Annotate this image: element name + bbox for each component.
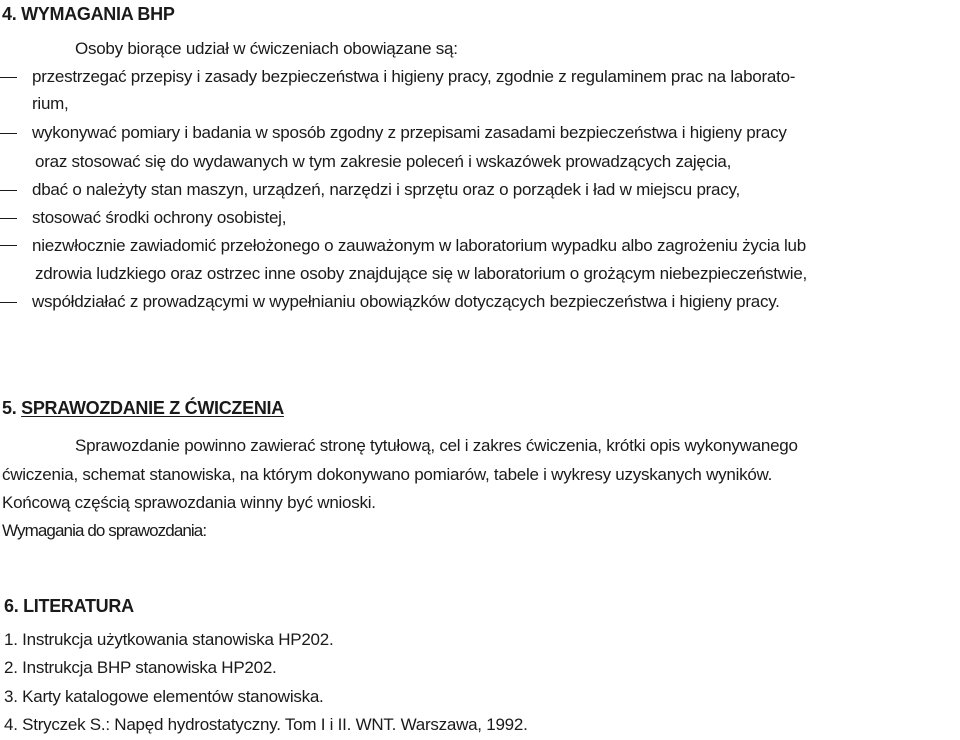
bibliography-item: 4. Stryczek S.: Napęd hydrostatyczny. Tom I i II. WNT. Warszawa, 1992.	[4, 715, 528, 734]
bibliography-item: 1. Instrukcja użytkowania stanowiska HP202.	[4, 630, 334, 649]
section-heading-report	[2, 394, 284, 423]
intro-text: Osoby biorące udział w ćwiczeniach obowiązane są:	[75, 39, 458, 58]
list-item-continuation: oraz stosować się do wydawanych w tym zakresie poleceń i wskazówek prowadzących zajęcia,	[35, 152, 732, 171]
section-heading-literature	[4, 592, 134, 621]
list-item-continuation: rium,	[32, 94, 69, 113]
list-item: dbać o należyty stan maszyn, urządzeń, narzędzi i sprzętu oraz o porządek i ład w miejscu pracy,	[32, 180, 740, 199]
paragraph-line: ćwiczenia, schemat stanowiska, na którym dokonywano pomiarów, tabele i wykresy uzyskanych wyników.	[2, 465, 773, 484]
bibliography-item: 3. Karty katalogowe elementów stanowiska.	[4, 687, 324, 706]
section-heading-number: 5.	[2, 398, 22, 418]
requirements-label: Wymagania do sprawozdania:	[2, 521, 207, 540]
dash-bullet-icon	[0, 133, 17, 134]
list-item: współdziałać z prowadzącymi w wypełnianiu obowiązków dotyczących bezpieczeństwa i higieny pracy.	[32, 292, 780, 311]
paragraph-line: Sprawozdanie powinno zawierać stronę tytułową, cel i zakres ćwiczenia, krótki opis wykonywanego	[75, 436, 798, 455]
paragraph-line: Końcową częścią sprawozdania winny być wnioski.	[2, 493, 376, 512]
dash-bullet-icon	[0, 77, 17, 78]
list-item: wykonywać pomiary i badania w sposób zgodny z przepisami zasadami bezpieczeństwa i higieny pracy	[32, 123, 787, 142]
literature-heading-text: 6. LITERATURA	[4, 596, 134, 616]
list-item-continuation: zdrowia ludzkiego oraz ostrzec inne osoby znajdujące się w laboratorium o grożącym niebezpieczeństwie,	[35, 264, 808, 283]
dash-bullet-icon	[0, 190, 17, 191]
dash-bullet-icon	[0, 245, 17, 246]
bibliography-item: 2. Instrukcja BHP stanowiska HP202.	[4, 658, 277, 677]
section-heading-bhp: 4. WYMAGANIA BHP	[2, 4, 175, 24]
list-item: przestrzegać przepisy i zasady bezpieczeństwa i higieny pracy, zgodnie z regulaminem prac na laborato-	[32, 67, 796, 86]
list-item: niezwłocznie zawiadomić przełożonego o zauważonym w laboratorium wypadku albo zagrożeniu życia lub	[32, 236, 806, 255]
section-heading-title: SPRAWOZDANIE Z ĆWICZENIA	[21, 398, 284, 418]
dash-bullet-icon	[0, 302, 17, 303]
list-item: stosować środki ochrony osobistej,	[32, 208, 287, 227]
dash-bullet-icon	[0, 218, 17, 219]
